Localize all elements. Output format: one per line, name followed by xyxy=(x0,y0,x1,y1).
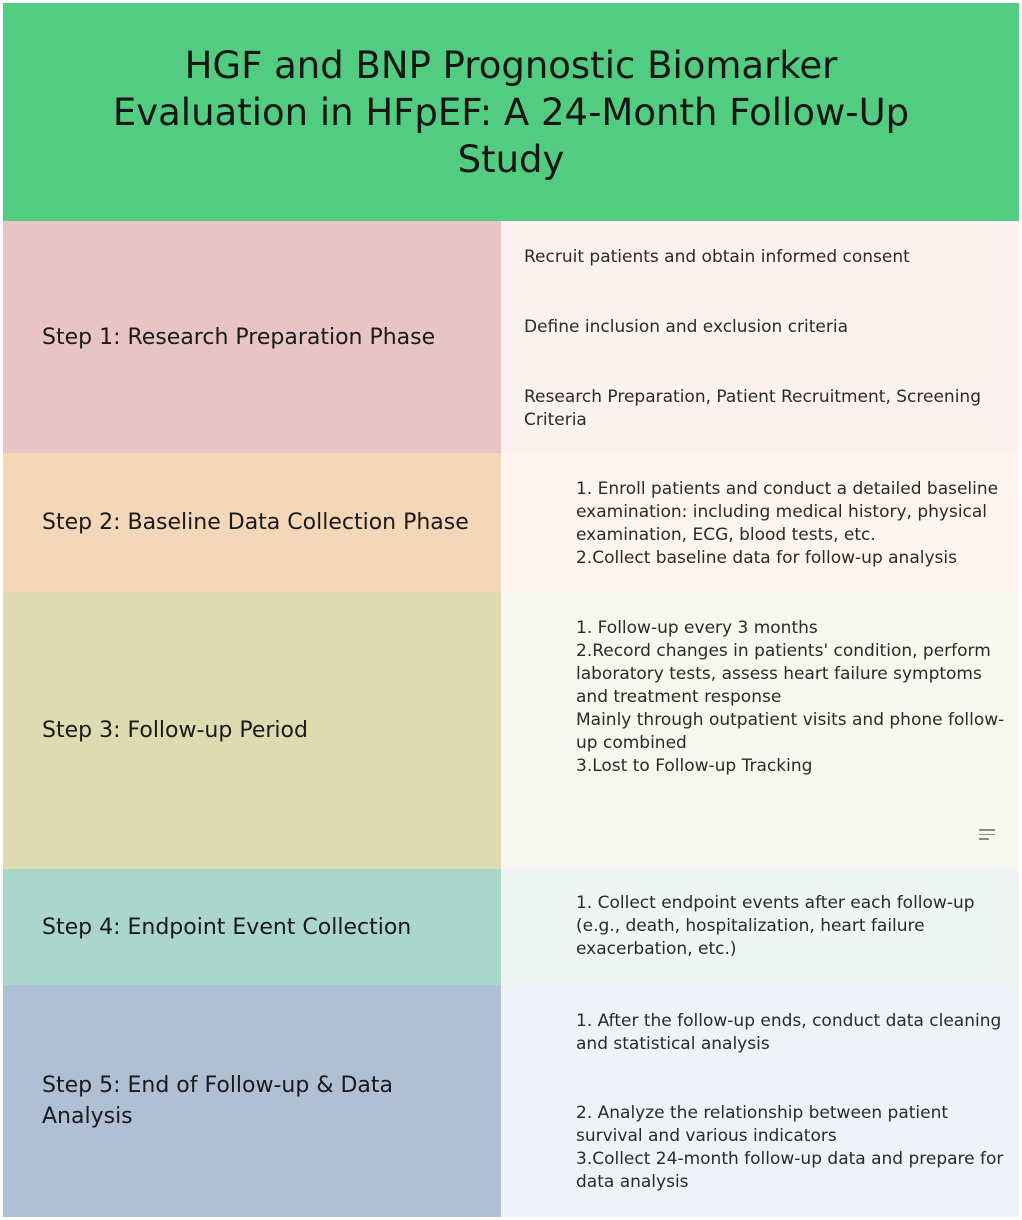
step-row-5 xyxy=(3,985,1019,1217)
step-cell-1 xyxy=(3,221,501,453)
step5-text-b: 2. Analyze the relationship between patient survival and various indicators 3.Collect 24-month follow-up data and prepare for data analysis xyxy=(576,1103,1004,1192)
step-row-4 xyxy=(3,869,1019,985)
step1-item-2: Define inclusion and exclusion criteria xyxy=(524,317,849,337)
title-banner xyxy=(3,3,1019,221)
diagram-title: HGF and BNP Prognostic Biomarker Evaluation in HFpEF: A 24-Month Follow-Up Study xyxy=(112,43,910,181)
step-cell-3 xyxy=(3,592,501,869)
flowchart-frame xyxy=(3,3,1019,1217)
step-label-1: Step 1: Research Preparation Phase xyxy=(42,324,436,350)
step3-text: 1. Follow-up every 3 months 2.Record changes in patients' condition, perform laboratory tests, assess heart failure symptoms and treatment response Mainly through outpatient visits and phone follow-up combined 3.Lost to Follow-up Tracking xyxy=(576,618,1005,776)
step-label-4: Step 4: Endpoint Event Collection xyxy=(42,914,412,940)
step1-item-1: Recruit patients and obtain informed consent xyxy=(524,247,910,267)
step-row-1 xyxy=(3,221,1019,453)
step2-text: 1. Enroll patients and conduct a detailed baseline examination: including medical history, physical examination, ECG, blood tests, etc. 2.Collect baseline data for follow-up analysis xyxy=(576,479,999,568)
step-desc-2 xyxy=(501,453,1019,592)
step-label-5: Step 5: End of Follow-up & Data Analysis xyxy=(42,1073,394,1129)
step-desc-5 xyxy=(501,985,1019,1217)
step-desc-3 xyxy=(501,592,1019,869)
step4-text: 1. Collect endpoint events after each follow-up (e.g., death, hospitalization, heart failure exacerbation, etc.) xyxy=(576,893,975,959)
step-label-3: Step 3: Follow-up Period xyxy=(42,718,308,743)
step-cell-2 xyxy=(3,453,501,592)
step5-text-a: 1. After the follow-up ends, conduct data cleaning and statistical analysis xyxy=(576,1011,1002,1054)
step1-item-3: Research Preparation, Patient Recruitment, Screening Criteria xyxy=(524,387,981,430)
step-cell-5 xyxy=(3,985,501,1217)
menu-lines-icon[interactable] xyxy=(979,829,995,841)
step-row-2 xyxy=(3,453,1019,592)
step-desc-4 xyxy=(501,869,1019,985)
step-row-3 xyxy=(3,592,1019,869)
step-label-2: Step 2: Baseline Data Collection Phase xyxy=(42,510,469,535)
step-desc-1 xyxy=(501,221,1019,453)
step-cell-4 xyxy=(3,869,501,985)
